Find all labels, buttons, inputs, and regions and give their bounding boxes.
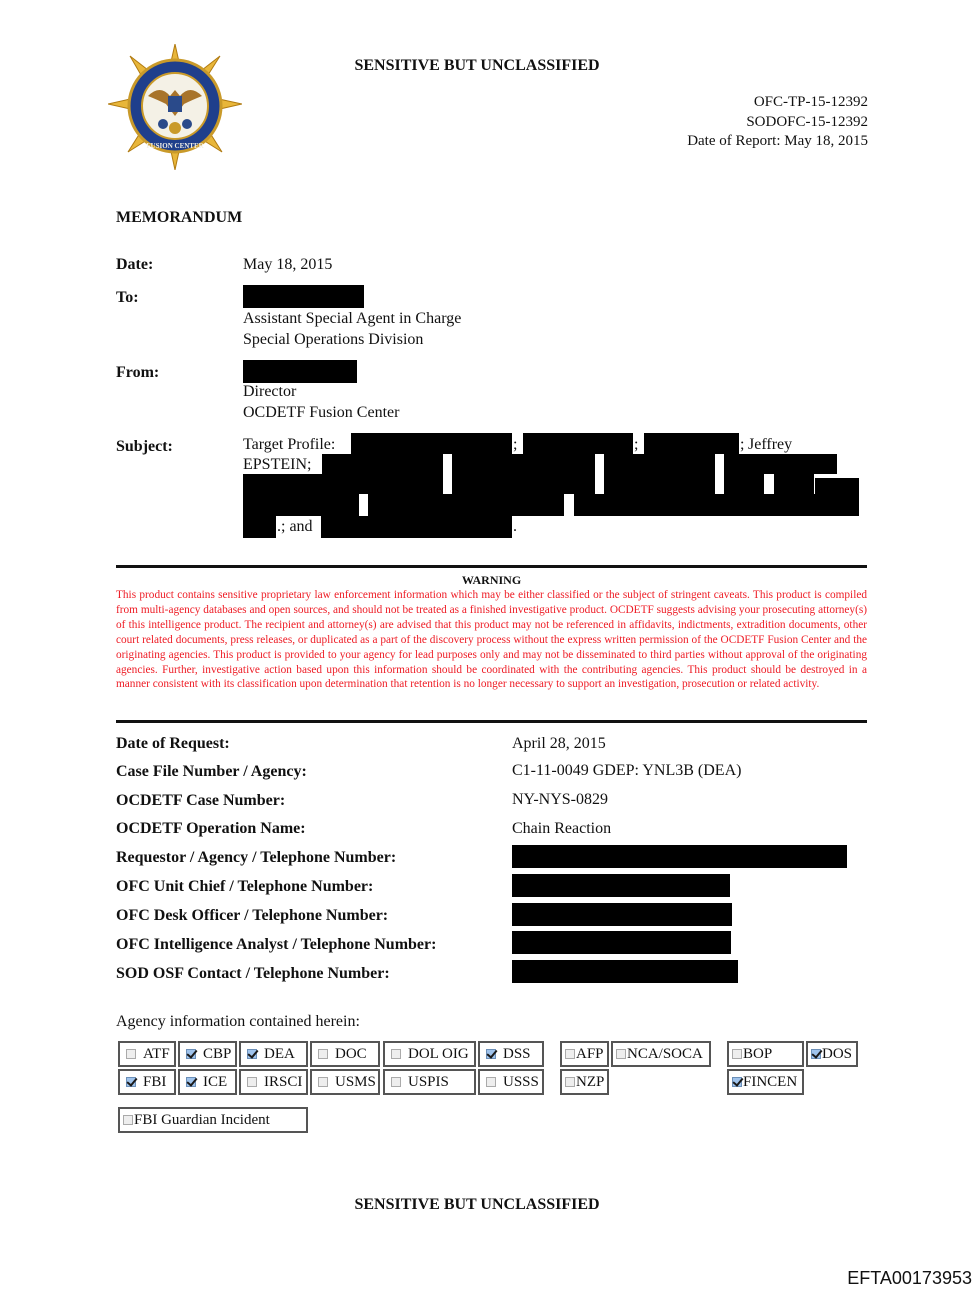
- agency-checkbox-atf[interactable]: ATF: [118, 1041, 176, 1067]
- agency-checkbox-ice[interactable]: ICE: [178, 1069, 237, 1095]
- checkbox-checked-icon: [186, 1049, 196, 1059]
- agency-checkbox-fbi-guardian-incident[interactable]: FBI Guardian Incident: [118, 1107, 308, 1133]
- detail-label-date-of-request: Date of Request:: [116, 735, 230, 752]
- date-of-report: Date of Report: May 18, 2015: [687, 133, 868, 149]
- document-id: EFTA00173953: [847, 1268, 972, 1288]
- redaction-subject: [724, 474, 764, 494]
- detail-value-date-of-request: April 28, 2015: [512, 735, 606, 752]
- checkbox-checked-icon: [247, 1049, 257, 1059]
- from-sender: [243, 382, 399, 423]
- date-label: Date:: [116, 256, 154, 273]
- detail-label-operation-name: OCDETF Operation Name:: [116, 820, 306, 837]
- checkbox-unchecked-icon: [565, 1049, 575, 1059]
- warning-title: WARNING: [461, 573, 522, 587]
- detail-label-requestor: Requestor / Agency / Telephone Number:: [116, 849, 397, 866]
- agency-checkbox-dss[interactable]: DSS: [478, 1041, 544, 1067]
- checkbox-unchecked-icon: [391, 1049, 401, 1059]
- redaction-subject: [574, 494, 859, 516]
- to-line-title: Assistant Special Agent in Charge: [243, 310, 462, 327]
- redaction-intel-analyst: [512, 931, 731, 954]
- agency-caption: Agency information contained herein:: [116, 1013, 360, 1030]
- detail-label-sod-osf-contact: SOD OSF Contact / Telephone Number:: [116, 965, 390, 982]
- redaction-subject: [604, 454, 715, 494]
- redaction-desk-officer: [512, 903, 732, 926]
- classification-banner-bottom: SENSITIVE BUT UNCLASSIFIED: [354, 1196, 600, 1213]
- redaction-sod-osf-contact: [512, 960, 738, 983]
- agency-checkbox-usms[interactable]: USMS: [310, 1069, 380, 1095]
- redaction-subject: [774, 474, 814, 494]
- redaction-subject: [452, 454, 595, 494]
- agency-checkbox-dol-oig[interactable]: DOL OIG: [383, 1041, 476, 1067]
- agency-checkbox-usss[interactable]: USSS: [478, 1069, 544, 1095]
- checkbox-unchecked-icon: [247, 1077, 257, 1087]
- agency-checkbox-afp[interactable]: AFP: [560, 1041, 609, 1067]
- report-references: [687, 93, 868, 152]
- agency-checkbox-fbi[interactable]: FBI: [118, 1069, 176, 1095]
- to-label: To:: [116, 289, 139, 306]
- agency-checkbox-nzp[interactable]: NZP: [560, 1069, 609, 1095]
- checkbox-unchecked-icon: [732, 1049, 742, 1059]
- agency-checkbox-doc[interactable]: DOC: [310, 1041, 380, 1067]
- agency-checkbox-uspis[interactable]: USPIS: [383, 1069, 476, 1095]
- subject-prefix: Target Profile:: [243, 436, 336, 453]
- checkbox-checked-icon: [811, 1049, 821, 1059]
- checkbox-unchecked-icon: [486, 1077, 496, 1087]
- agency-checkbox-irsci[interactable]: IRSCI: [239, 1069, 308, 1095]
- subject-separator: ;: [634, 436, 639, 453]
- checkbox-unchecked-icon: [318, 1049, 328, 1059]
- agency-checkbox-fincen[interactable]: FINCEN: [727, 1069, 804, 1095]
- from-line-org: OCDETF Fusion Center: [243, 403, 400, 421]
- from-line-title: Director: [243, 383, 297, 400]
- redaction-subject: [523, 433, 633, 454]
- redaction-subject: [368, 494, 564, 516]
- redaction-subject: [321, 516, 512, 538]
- redaction-subject: [243, 494, 359, 516]
- checkbox-unchecked-icon: [123, 1115, 133, 1125]
- classification-banner-top: SENSITIVE BUT UNCLASSIFIED: [354, 57, 600, 74]
- subject-label: Subject:: [116, 438, 173, 455]
- subject-end: .: [513, 518, 517, 535]
- to-recipient: [243, 309, 461, 350]
- checkbox-unchecked-icon: [616, 1049, 626, 1059]
- detail-label-intel-analyst: OFC Intelligence Analyst / Telephone Number:: [116, 936, 437, 953]
- detail-value-case-file: C1-11-0049 GDEP: YNL3B (DEA): [512, 762, 742, 779]
- divider-top: [116, 565, 867, 568]
- redaction-subject: [815, 478, 859, 496]
- from-label: From:: [116, 364, 160, 381]
- redaction-from-name: [243, 360, 357, 383]
- detail-label-unit-chief: OFC Unit Chief / Telephone Number:: [116, 878, 374, 895]
- agency-checkbox-nca-soca[interactable]: NCA/SOCA: [611, 1041, 711, 1067]
- detail-label-ocdetf-case: OCDETF Case Number:: [116, 792, 286, 809]
- to-line-division: Special Operations Division: [243, 330, 424, 348]
- redaction-unit-chief: [512, 874, 730, 897]
- detail-value-operation-name: Chain Reaction: [512, 820, 612, 837]
- redaction-subject: [243, 516, 276, 538]
- agency-checkbox-dea[interactable]: DEA: [239, 1041, 308, 1067]
- agency-checkbox-cbp[interactable]: CBP: [178, 1041, 237, 1067]
- svg-text:FUSION CENTER: FUSION CENTER: [146, 142, 204, 150]
- redaction-subject: [351, 433, 512, 454]
- date-value: May 18, 2015: [243, 256, 333, 273]
- redaction-requestor: [512, 845, 847, 868]
- checkbox-unchecked-icon: [391, 1077, 401, 1087]
- redaction-subject: [644, 433, 739, 454]
- redaction-to-name: [243, 285, 364, 308]
- ref-number-sodofc: SODOFC-15-12392: [746, 113, 868, 130]
- agency-checkbox-bop[interactable]: BOP: [727, 1041, 804, 1067]
- divider-bottom: [116, 720, 867, 723]
- detail-label-desk-officer: OFC Desk Officer / Telephone Number:: [116, 907, 389, 924]
- subject-separator: ;: [513, 436, 518, 453]
- redaction-subject: [243, 474, 443, 494]
- detail-label-case-file: Case File Number / Agency:: [116, 763, 307, 780]
- checkbox-unchecked-icon: [565, 1077, 575, 1087]
- subject-first-name: Jeffrey: [748, 436, 793, 453]
- checkbox-checked-icon: [186, 1077, 196, 1087]
- ref-number-ofc: OFC-TP-15-12392: [753, 94, 868, 110]
- warning-text: This product contains sensitive proprietary law enforcement information which may be either classified or the subject of stringent caveats. This product is compiled from multi-agency databases and open sources, and should not be treated as a finished investigative product. OCDETF suggests advising your prosecuting attorney(s) of this intelligence product. The recipient and attorney(s) are advised that this product may not be referenced in affidavits, indictments, extradition documents, other court related documents, press releases, or duplicated as a part of the discovery process without the express written permission of the OCDETF Fusion Center and the originating agencies. This product is provided to your agency for lead purposes only and may not be disseminated to third parties without approval of the originating agencies. Further, investigative action based upon this information should be coordinated with the contributing agencies. This product should be destroyed in a manner consistent with its classification upon determination that retention is no longer necessary to support an investigation, prosecution or related activity.: [116, 589, 867, 691]
- checkbox-checked-icon: [732, 1077, 742, 1087]
- subject-and: .; and: [277, 518, 313, 535]
- agency-checkbox-dos[interactable]: DOS: [806, 1041, 858, 1067]
- checkbox-unchecked-icon: [126, 1049, 136, 1059]
- subject-separator: ;: [740, 436, 745, 453]
- subject-last-name: EPSTEIN;: [243, 456, 312, 473]
- memo-title: MEMORANDUM: [116, 209, 243, 226]
- checkbox-checked-icon: [486, 1049, 496, 1059]
- checkbox-unchecked-icon: [318, 1077, 328, 1087]
- checkbox-checked-icon: [126, 1077, 136, 1087]
- detail-value-ocdetf-case: NY-NYS-0829: [512, 791, 608, 808]
- redaction-subject: [724, 454, 837, 474]
